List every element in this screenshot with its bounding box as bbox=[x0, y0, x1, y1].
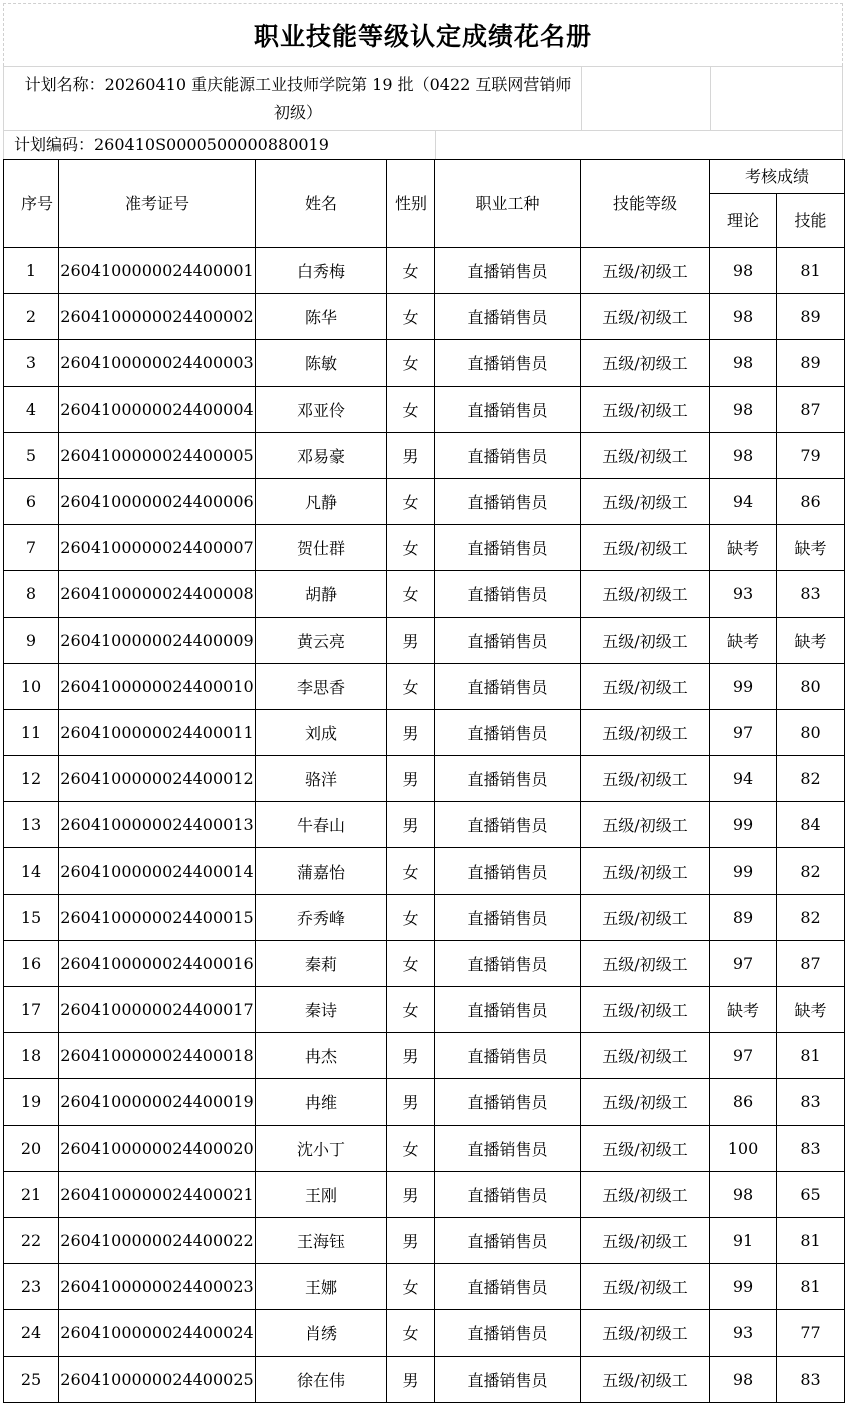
cell-theory-score: 98 bbox=[710, 248, 777, 294]
score-roster-table bbox=[3, 159, 845, 1403]
cell-seq: 18 bbox=[4, 1033, 59, 1079]
cell-theory-score: 97 bbox=[710, 1033, 777, 1079]
table-row bbox=[4, 802, 845, 848]
cell-theory-score: 缺考 bbox=[710, 525, 777, 571]
header-exam-no: 准考证号 bbox=[59, 160, 256, 248]
cell-name: 刘成 bbox=[256, 709, 387, 755]
cell-theory-score: 94 bbox=[710, 756, 777, 802]
cell-gender: 男 bbox=[387, 432, 435, 478]
cell-occupation: 直播销售员 bbox=[435, 848, 581, 894]
cell-skill-score: 87 bbox=[777, 940, 845, 986]
cell-occupation: 直播销售员 bbox=[435, 1171, 581, 1217]
table-row bbox=[4, 1171, 845, 1217]
cell-seq: 13 bbox=[4, 802, 59, 848]
cell-gender: 男 bbox=[387, 756, 435, 802]
header-theory: 理论 bbox=[710, 194, 777, 248]
cell-level: 五级/初级工 bbox=[581, 248, 710, 294]
cell-gender: 女 bbox=[387, 571, 435, 617]
cell-level: 五级/初级工 bbox=[581, 1125, 710, 1171]
cell-name: 王娜 bbox=[256, 1264, 387, 1310]
roster-body bbox=[4, 248, 845, 1403]
title-row bbox=[3, 3, 843, 66]
cell-theory-score: 98 bbox=[710, 1171, 777, 1217]
cell-exam-no: 2604100000024400021 bbox=[59, 1171, 256, 1217]
cell-occupation: 直播销售员 bbox=[435, 1079, 581, 1125]
table-row bbox=[4, 386, 845, 432]
cell-name: 冉杰 bbox=[256, 1033, 387, 1079]
cell-theory-score: 98 bbox=[710, 340, 777, 386]
cell-seq: 7 bbox=[4, 525, 59, 571]
cell-theory-score: 100 bbox=[710, 1125, 777, 1171]
cell-name: 李思香 bbox=[256, 663, 387, 709]
cell-level: 五级/初级工 bbox=[581, 294, 710, 340]
cell-occupation: 直播销售员 bbox=[435, 478, 581, 524]
cell-name: 肖绣 bbox=[256, 1310, 387, 1356]
cell-level: 五级/初级工 bbox=[581, 1217, 710, 1263]
cell-name: 黄云亮 bbox=[256, 617, 387, 663]
cell-level: 五级/初级工 bbox=[581, 1079, 710, 1125]
cell-exam-no: 2604100000024400014 bbox=[59, 848, 256, 894]
cell-skill-score: 65 bbox=[777, 1171, 845, 1217]
cell-level: 五级/初级工 bbox=[581, 1310, 710, 1356]
cell-exam-no: 2604100000024400019 bbox=[59, 1079, 256, 1125]
cell-occupation: 直播销售员 bbox=[435, 294, 581, 340]
table-row bbox=[4, 1356, 845, 1402]
cell-occupation: 直播销售员 bbox=[435, 940, 581, 986]
cell-name: 沈小丁 bbox=[256, 1125, 387, 1171]
cell-skill-score: 86 bbox=[777, 478, 845, 524]
cell-name: 贺仕群 bbox=[256, 525, 387, 571]
cell-seq: 12 bbox=[4, 756, 59, 802]
cell-gender: 女 bbox=[387, 525, 435, 571]
cell-occupation: 直播销售员 bbox=[435, 894, 581, 940]
cell-seq: 8 bbox=[4, 571, 59, 617]
cell-name: 冉维 bbox=[256, 1079, 387, 1125]
cell-seq: 17 bbox=[4, 987, 59, 1033]
cell-theory-score: 缺考 bbox=[710, 987, 777, 1033]
cell-skill-score: 缺考 bbox=[777, 987, 845, 1033]
table-row bbox=[4, 756, 845, 802]
cell-gender: 女 bbox=[387, 848, 435, 894]
cell-name: 骆洋 bbox=[256, 756, 387, 802]
header-scores: 考核成绩 bbox=[710, 160, 845, 194]
cell-skill-score: 83 bbox=[777, 571, 845, 617]
table-row bbox=[4, 340, 845, 386]
cell-theory-score: 98 bbox=[710, 386, 777, 432]
cell-theory-score: 89 bbox=[710, 894, 777, 940]
cell-seq: 24 bbox=[4, 1310, 59, 1356]
cell-exam-no: 2604100000024400018 bbox=[59, 1033, 256, 1079]
cell-gender: 女 bbox=[387, 663, 435, 709]
cell-occupation: 直播销售员 bbox=[435, 802, 581, 848]
cell-skill-score: 81 bbox=[777, 248, 845, 294]
cell-gender: 女 bbox=[387, 1125, 435, 1171]
cell-exam-no: 2604100000024400025 bbox=[59, 1356, 256, 1402]
cell-theory-score: 93 bbox=[710, 571, 777, 617]
cell-theory-score: 98 bbox=[710, 432, 777, 478]
table-row bbox=[4, 1079, 845, 1125]
table-row bbox=[4, 1310, 845, 1356]
page-title: 职业技能等级认定成绩花名册 bbox=[253, 22, 592, 51]
cell-exam-no: 2604100000024400007 bbox=[59, 525, 256, 571]
header-level: 技能等级 bbox=[581, 160, 710, 248]
cell-skill-score: 83 bbox=[777, 1356, 845, 1402]
cell-occupation: 直播销售员 bbox=[435, 987, 581, 1033]
cell-skill-score: 缺考 bbox=[777, 525, 845, 571]
table-row bbox=[4, 848, 845, 894]
cell-gender: 男 bbox=[387, 1356, 435, 1402]
cell-exam-no: 2604100000024400012 bbox=[59, 756, 256, 802]
plan-code-row bbox=[3, 130, 843, 159]
cell-seq: 23 bbox=[4, 1264, 59, 1310]
cell-occupation: 直播销售员 bbox=[435, 1310, 581, 1356]
cell-gender: 女 bbox=[387, 478, 435, 524]
cell-level: 五级/初级工 bbox=[581, 1171, 710, 1217]
cell-theory-score: 86 bbox=[710, 1079, 777, 1125]
cell-level: 五级/初级工 bbox=[581, 386, 710, 432]
cell-skill-score: 89 bbox=[777, 294, 845, 340]
cell-name: 秦诗 bbox=[256, 987, 387, 1033]
cell-gender: 男 bbox=[387, 1217, 435, 1263]
cell-theory-score: 99 bbox=[710, 1264, 777, 1310]
table-row bbox=[4, 478, 845, 524]
cell-level: 五级/初级工 bbox=[581, 1356, 710, 1402]
cell-theory-score: 99 bbox=[710, 663, 777, 709]
cell-exam-no: 2604100000024400016 bbox=[59, 940, 256, 986]
cell-name: 胡静 bbox=[256, 571, 387, 617]
cell-name: 王海钰 bbox=[256, 1217, 387, 1263]
cell-skill-score: 83 bbox=[777, 1079, 845, 1125]
cell-name: 蒲嘉怡 bbox=[256, 848, 387, 894]
table-row bbox=[4, 571, 845, 617]
cell-level: 五级/初级工 bbox=[581, 432, 710, 478]
cell-name: 白秀梅 bbox=[256, 248, 387, 294]
cell-exam-no: 2604100000024400017 bbox=[59, 987, 256, 1033]
cell-theory-score: 97 bbox=[710, 940, 777, 986]
cell-occupation: 直播销售员 bbox=[435, 525, 581, 571]
cell-occupation: 直播销售员 bbox=[435, 663, 581, 709]
table-row bbox=[4, 1125, 845, 1171]
cell-seq: 3 bbox=[4, 340, 59, 386]
cell-level: 五级/初级工 bbox=[581, 940, 710, 986]
cell-seq: 5 bbox=[4, 432, 59, 478]
cell-skill-score: 81 bbox=[777, 1217, 845, 1263]
cell-gender: 女 bbox=[387, 1310, 435, 1356]
cell-level: 五级/初级工 bbox=[581, 617, 710, 663]
cell-name: 邓易豪 bbox=[256, 432, 387, 478]
cell-exam-no: 2604100000024400023 bbox=[59, 1264, 256, 1310]
plan-code: 计划编码：260410S000050000088001​9 bbox=[14, 135, 329, 154]
cell-seq: 25 bbox=[4, 1356, 59, 1402]
table-row bbox=[4, 1033, 845, 1079]
cell-exam-no: 2604100000024400001 bbox=[59, 248, 256, 294]
cell-name: 徐在伟 bbox=[256, 1356, 387, 1402]
table-row bbox=[4, 1217, 845, 1263]
cell-exam-no: 2604100000024400003 bbox=[59, 340, 256, 386]
cell-theory-score: 缺考 bbox=[710, 617, 777, 663]
cell-seq: 14 bbox=[4, 848, 59, 894]
cell-skill-score: 81 bbox=[777, 1033, 845, 1079]
cell-exam-no: 2604100000024400002 bbox=[59, 294, 256, 340]
plan-name: 计划名称：20260410 重庆能源工业技师学院第 19 批（0422 互联网营销师初级） bbox=[24, 75, 572, 122]
cell-gender: 女 bbox=[387, 294, 435, 340]
cell-seq: 4 bbox=[4, 386, 59, 432]
table-row bbox=[4, 294, 845, 340]
cell-level: 五级/初级工 bbox=[581, 848, 710, 894]
cell-skill-score: 77 bbox=[777, 1310, 845, 1356]
cell-theory-score: 99 bbox=[710, 802, 777, 848]
table-row bbox=[4, 248, 845, 294]
cell-occupation: 直播销售员 bbox=[435, 617, 581, 663]
cell-seq: 6 bbox=[4, 478, 59, 524]
cell-divider bbox=[581, 67, 582, 131]
cell-skill-score: 缺考 bbox=[777, 617, 845, 663]
header-seq: 序号 bbox=[4, 160, 59, 248]
cell-occupation: 直播销售员 bbox=[435, 1217, 581, 1263]
cell-name: 王刚 bbox=[256, 1171, 387, 1217]
cell-name: 秦莉 bbox=[256, 940, 387, 986]
cell-name: 牛春山 bbox=[256, 802, 387, 848]
table-row bbox=[4, 617, 845, 663]
cell-occupation: 直播销售员 bbox=[435, 709, 581, 755]
header-occupation: 职业工种 bbox=[435, 160, 581, 248]
cell-seq: 20 bbox=[4, 1125, 59, 1171]
table-row bbox=[4, 1264, 845, 1310]
cell-level: 五级/初级工 bbox=[581, 756, 710, 802]
cell-exam-no: 2604100000024400006 bbox=[59, 478, 256, 524]
cell-skill-score: 82 bbox=[777, 848, 845, 894]
cell-occupation: 直播销售员 bbox=[435, 1264, 581, 1310]
cell-level: 五级/初级工 bbox=[581, 663, 710, 709]
cell-seq: 10 bbox=[4, 663, 59, 709]
cell-name: 邓亚伶 bbox=[256, 386, 387, 432]
cell-seq: 11 bbox=[4, 709, 59, 755]
cell-occupation: 直播销售员 bbox=[435, 1356, 581, 1402]
cell-exam-no: 2604100000024400020 bbox=[59, 1125, 256, 1171]
cell-exam-no: 2604100000024400024 bbox=[59, 1310, 256, 1356]
cell-theory-score: 98 bbox=[710, 294, 777, 340]
cell-skill-score: 83 bbox=[777, 1125, 845, 1171]
cell-gender: 男 bbox=[387, 1171, 435, 1217]
cell-gender: 男 bbox=[387, 709, 435, 755]
cell-skill-score: 80 bbox=[777, 663, 845, 709]
cell-gender: 女 bbox=[387, 1264, 435, 1310]
cell-level: 五级/初级工 bbox=[581, 525, 710, 571]
header-name: 姓名 bbox=[256, 160, 387, 248]
cell-gender: 男 bbox=[387, 617, 435, 663]
cell-exam-no: 2604100000024400010 bbox=[59, 663, 256, 709]
cell-occupation: 直播销售员 bbox=[435, 1033, 581, 1079]
cell-gender: 女 bbox=[387, 340, 435, 386]
cell-seq: 2 bbox=[4, 294, 59, 340]
table-row bbox=[4, 987, 845, 1033]
cell-seq: 16 bbox=[4, 940, 59, 986]
cell-gender: 女 bbox=[387, 987, 435, 1033]
cell-seq: 22 bbox=[4, 1217, 59, 1263]
cell-theory-score: 93 bbox=[710, 1310, 777, 1356]
header-skill: 技能 bbox=[777, 194, 845, 248]
cell-skill-score: 84 bbox=[777, 802, 845, 848]
cell-level: 五级/初级工 bbox=[581, 340, 710, 386]
cell-theory-score: 97 bbox=[710, 709, 777, 755]
cell-name: 陈敏 bbox=[256, 340, 387, 386]
table-row bbox=[4, 663, 845, 709]
cell-skill-score: 82 bbox=[777, 894, 845, 940]
cell-exam-no: 2604100000024400004 bbox=[59, 386, 256, 432]
cell-exam-no: 2604100000024400013 bbox=[59, 802, 256, 848]
cell-theory-score: 98 bbox=[710, 1356, 777, 1402]
cell-seq: 9 bbox=[4, 617, 59, 663]
cell-exam-no: 2604100000024400022 bbox=[59, 1217, 256, 1263]
cell-gender: 男 bbox=[387, 802, 435, 848]
cell-divider bbox=[435, 131, 436, 160]
cell-exam-no: 2604100000024400008 bbox=[59, 571, 256, 617]
cell-seq: 19 bbox=[4, 1079, 59, 1125]
cell-divider bbox=[710, 67, 711, 131]
cell-theory-score: 94 bbox=[710, 478, 777, 524]
cell-gender: 女 bbox=[387, 894, 435, 940]
cell-occupation: 直播销售员 bbox=[435, 340, 581, 386]
cell-occupation: 直播销售员 bbox=[435, 1125, 581, 1171]
cell-occupation: 直播销售员 bbox=[435, 386, 581, 432]
table-row bbox=[4, 894, 845, 940]
cell-gender: 女 bbox=[387, 386, 435, 432]
cell-skill-score: 81 bbox=[777, 1264, 845, 1310]
table-row bbox=[4, 709, 845, 755]
cell-level: 五级/初级工 bbox=[581, 802, 710, 848]
cell-seq: 21 bbox=[4, 1171, 59, 1217]
cell-occupation: 直播销售员 bbox=[435, 571, 581, 617]
cell-skill-score: 82 bbox=[777, 756, 845, 802]
cell-gender: 女 bbox=[387, 940, 435, 986]
plan-name-row bbox=[3, 66, 843, 130]
cell-name: 凡静 bbox=[256, 478, 387, 524]
cell-theory-score: 99 bbox=[710, 848, 777, 894]
cell-name: 陈华 bbox=[256, 294, 387, 340]
table-row bbox=[4, 432, 845, 478]
cell-level: 五级/初级工 bbox=[581, 1033, 710, 1079]
cell-gender: 男 bbox=[387, 1033, 435, 1079]
table-row bbox=[4, 940, 845, 986]
cell-name: 乔秀峰 bbox=[256, 894, 387, 940]
cell-level: 五级/初级工 bbox=[581, 709, 710, 755]
cell-occupation: 直播销售员 bbox=[435, 756, 581, 802]
cell-occupation: 直播销售员 bbox=[435, 432, 581, 478]
cell-level: 五级/初级工 bbox=[581, 987, 710, 1033]
cell-level: 五级/初级工 bbox=[581, 894, 710, 940]
cell-level: 五级/初级工 bbox=[581, 571, 710, 617]
cell-level: 五级/初级工 bbox=[581, 1264, 710, 1310]
cell-skill-score: 80 bbox=[777, 709, 845, 755]
cell-exam-no: 2604100000024400005 bbox=[59, 432, 256, 478]
header-gender: 性别 bbox=[387, 160, 435, 248]
cell-exam-no: 2604100000024400015 bbox=[59, 894, 256, 940]
cell-occupation: 直播销售员 bbox=[435, 248, 581, 294]
cell-theory-score: 91 bbox=[710, 1217, 777, 1263]
cell-skill-score: 79 bbox=[777, 432, 845, 478]
cell-skill-score: 89 bbox=[777, 340, 845, 386]
cell-seq: 1 bbox=[4, 248, 59, 294]
cell-gender: 女 bbox=[387, 248, 435, 294]
cell-gender: 男 bbox=[387, 1079, 435, 1125]
cell-exam-no: 2604100000024400011 bbox=[59, 709, 256, 755]
cell-skill-score: 87 bbox=[777, 386, 845, 432]
table-row bbox=[4, 525, 845, 571]
cell-level: 五级/初级工 bbox=[581, 478, 710, 524]
cell-exam-no: 2604100000024400009 bbox=[59, 617, 256, 663]
cell-seq: 15 bbox=[4, 894, 59, 940]
